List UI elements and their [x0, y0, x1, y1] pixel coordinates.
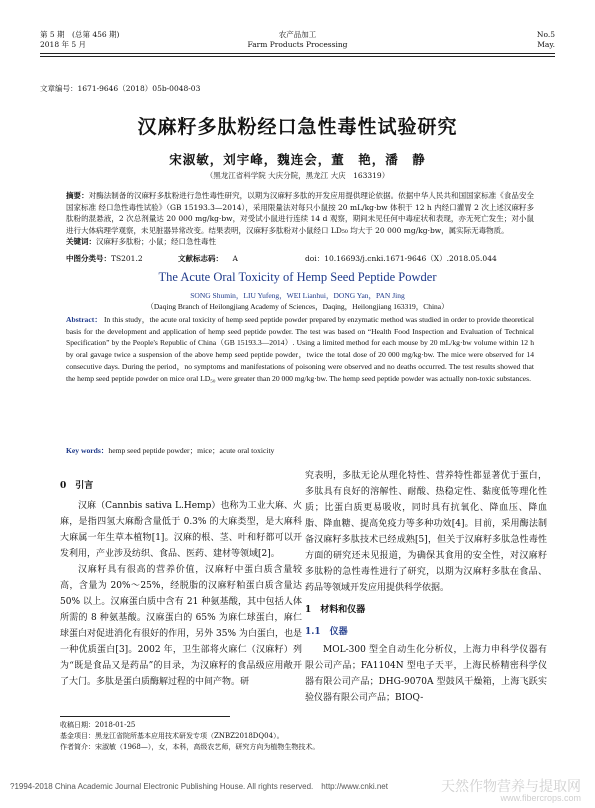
- doi-label: doi：: [305, 254, 325, 263]
- fund-project: 基金项目：黑龙江省院所基本应用技术研发专项（ZNBZ2018DQ04）。: [60, 732, 284, 740]
- affiliation-cn: （黑龙江省科学院 大庆分院，黑龙江 大庆 163319）: [205, 171, 390, 180]
- received-date: 收稿日期：2018-01-25: [60, 721, 136, 729]
- keywords-cn: [66, 236, 534, 248]
- abstract-cn: [66, 190, 534, 248]
- abstract-cn-text: 对酶法制备的汉麻籽多肽粉进行急性毒性研究，以期为汉麻籽多肽的开发应用提供理论依据。依据中华人民共和国国家标准《食品安全国家标准 经口急性毒性试验》（GB 15193.3—2014），采用限量法对每只小鼠按 20 mL/kg·bw 体积于 12 h 内经口灌胃 2 次上述汉麻籽多肽粉的混悬液，2 次总剂量达 20 000 mg/kg·bw，对受试小鼠进行连续 14 d 观察，期间未见任何中毒症状和表现，亦无死亡发生；对小鼠进行大体病理学观察，未见脏器异常改变。结果表明，汉麻籽多肽粉对小鼠经口 LD₅₀ 均大于 20 000 mg/kg·bw，属实际无毒物质。: [66, 191, 535, 235]
- doi-value: 10.16693/j.cnki.1671-9646（X）.2018.05.044: [324, 254, 497, 263]
- title-cn: 汉麻籽多肽粉经口急性毒性试验研究: [137, 116, 458, 138]
- abstract-en-text: In this study，the acute oral toxicity of hemp seed peptide powder prepared by enzymatic method was studied in order to provide theoretical basis for the development and application of hemp seed peptide powder. The test was based on “Health Food Inspection and Evaluation of Technical Specification” by the People's Republic of China（GB 15193.3—2014）. Using a limited method for each mouse by 20 mL/kg·bw volume within 12 h by oral gavage twice a suspension of the above hemp seed peptide powder，twice the total dose of 20 000 mg/kg·bw. The mice were observed for 14 consecutive days. During the period，no symptoms and manifestations of poisoning were observed and no deaths occurred. The test results showed that the hemp seed peptide powder on mice oral LD₅₀ were greater than 20 000 mg/kg·bw. The hemp seed peptide powder was actually non-toxic substances.: [66, 315, 534, 383]
- abstract-en: [66, 314, 534, 384]
- section-0-para-2: 汉麻籽具有很高的营养价值，汉麻籽中蛋白质含量较高，含量为 20%～25%，经脱脂的汉麻籽粕蛋白质含量达 50% 以上。汉麻蛋白质中含有 21 种氨基酸，其中包括人体所需的 8 种氨基酸。汉麻蛋白的 65% 为麻仁球蛋白，麻仁球蛋白对促进消化有很好的作用，另外 35% 为白蛋白，也是一种优质蛋白[3]。2002 年，卫生部将火麻仁（汉麻籽）列为“既是食品又是药品”的目录，为汉麻籽的食品级应用敞开了大门。多肽是蛋白质酶解过程的中间产物。研: [60, 565, 302, 687]
- abstract-en-label: Abstract：: [66, 315, 103, 324]
- author-bio: 作者简介：宋淑敏（1968—），女，本科，高级农艺师，研究方向为植物生物技术。: [60, 743, 320, 751]
- keywords-cn-label: 关键词：: [66, 237, 96, 247]
- document-code: [178, 253, 238, 264]
- doi: [305, 253, 497, 264]
- header-center: [0, 30, 595, 50]
- journal-name-en: Farm Products Processing: [247, 40, 348, 49]
- footnote-rule: [60, 716, 230, 717]
- keywords-en-label: Key words：: [66, 446, 109, 455]
- right-para-1: 究表明，多肽无论从理化特性、营养特性都显著优于蛋白，多肽具有良好的溶解性、耐酸、热稳定性、黏度低等理化性质；比蛋白质更易吸收，同时具有抗氧化、降血压、降血脂、降血糖、提高免疫力等多种功效[4]。目前，采用酶法制备汉麻籽多肽技术已经成熟[5]，但关于汉麻籽多肽急性毒性方面的研究还未见报道，为确保其食用的安全性，对汉麻籽多肽粉的急性毒性进行了研究，以期为汉麻籽多肽在食品、药品等领域开发应用提供科学依据。: [305, 471, 547, 593]
- issue-line: 第 5 期 (总第 456 期): [40, 30, 120, 39]
- keywords-cn-text: 汉麻籽多肽粉；小鼠；经口急性毒性: [96, 237, 216, 247]
- issue-no: No.5: [536, 30, 555, 39]
- header-rule: [40, 53, 555, 54]
- body-right-column: [305, 468, 547, 706]
- authors-cn: 宋淑敏，刘宇峰，魏连会，董 艳，潘 静: [169, 152, 426, 167]
- class-number-label: 中图分类号：: [66, 254, 111, 263]
- watermark-url: www.fibercrops.com: [500, 793, 581, 803]
- section-1-heading: 1 材料和仪器: [305, 605, 366, 615]
- date-line: 2018 年 5 月: [40, 40, 87, 49]
- title-en: The Acute Oral Toxicity of Hemp Seed Peptide Powder: [158, 270, 437, 284]
- section-1-1-heading: 1.1 仪器: [305, 627, 348, 637]
- copyright-line: ?1994-2018 China Academic Journal Electronic Publishing House. All rights reserved. http://www.cnki.net: [10, 782, 388, 791]
- keywords-en-text: hemp seed peptide powder；mice；acute oral toxicity: [108, 446, 275, 455]
- watermark-text: 天然作物营养与提取网: [441, 778, 581, 794]
- article-number: 文章编号：1671-9646（2018）05b-0048-03: [40, 84, 201, 93]
- section-0-heading: 0 引言: [60, 481, 94, 491]
- document-code-value: A: [232, 254, 238, 263]
- authors-en: SONG Shumin，LIU Yufeng，WEI Lianhui，DONG Yan，PAN Jing: [190, 291, 405, 300]
- footnote: [60, 720, 319, 753]
- section-0-para-1: 汉麻（Cannbis sativa L.Hemp）也称为工业大麻、火麻，是指四氢大麻酚含量低于 0.3% 的大麻类型，是大麻科大麻属一年生草本植物[1]。汉麻的根、茎、叶和籽都可以开发利用，产业涉及纺织、食品、医药、建材等领域[2]。: [60, 501, 302, 559]
- keywords-en: [66, 445, 274, 456]
- abstract-cn-label: 摘要：: [66, 191, 89, 200]
- issue-month: May.: [537, 40, 555, 49]
- class-number-value: TS201.2: [111, 254, 143, 263]
- journal-name-cn: 农产品加工: [278, 30, 317, 39]
- header-right: [537, 30, 555, 50]
- body-left-column: [60, 478, 302, 690]
- right-para-2: MOL-300 型全自动生化分析仪，上海力申科学仪器有限公司产品；FA1104N 型电子天平，上海民桥精密科学仪器有限公司产品；DHG-9070A 型鼓风干燥箱，上海飞跃实验仪器有限公司产品；BIOQ-: [305, 645, 547, 703]
- affiliation-en: （Daqing Branch of Heilongjiang Academy of Sciences，Daqing，Heilongjiang 163319，China）: [146, 302, 449, 311]
- class-number: [66, 253, 143, 264]
- document-code-label: 文献标志码：: [178, 254, 223, 263]
- header-rule-2: [40, 56, 555, 57]
